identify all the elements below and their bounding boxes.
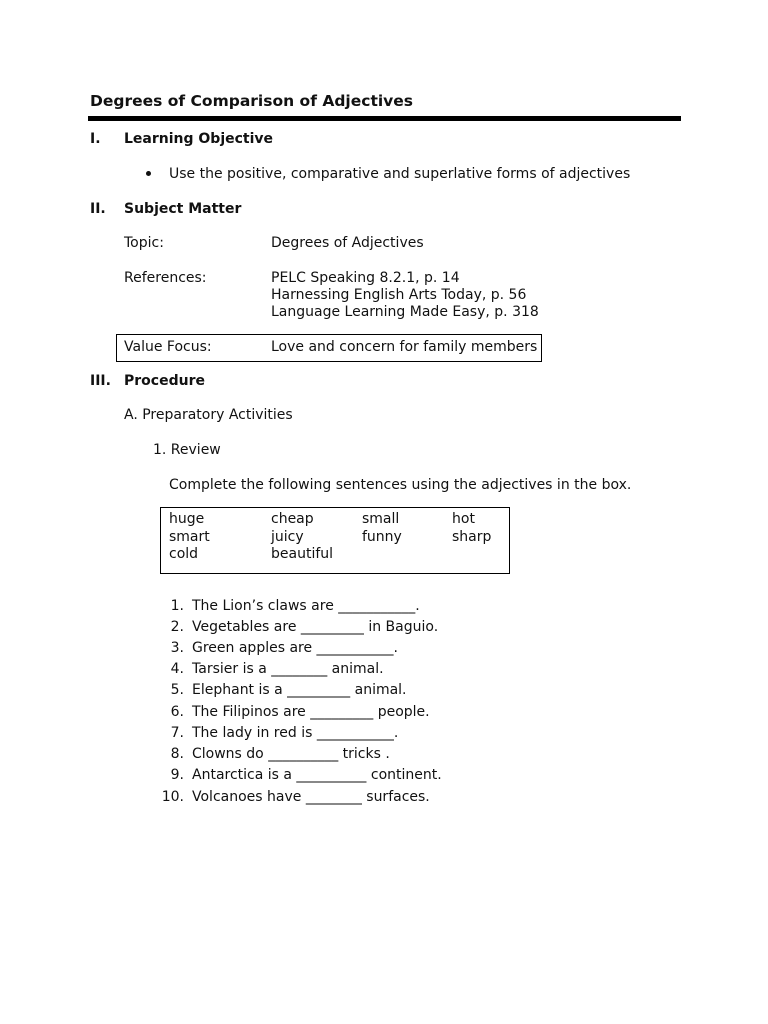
item-number: 4. <box>170 661 184 677</box>
word-item: huge <box>169 511 205 527</box>
reference-item: PELC Speaking 8.2.1, p. 14 <box>271 270 460 286</box>
subsection-review: 1. Review <box>153 442 221 458</box>
word-item: hot <box>452 511 475 527</box>
reference-item: Language Learning Made Easy, p. 318 <box>271 304 539 320</box>
topic-value: Degrees of Adjectives <box>271 235 424 251</box>
item-number: 5. <box>170 682 184 698</box>
word-item: funny <box>362 529 402 545</box>
value-focus-label: Value Focus: <box>124 339 212 355</box>
section-1-title: Learning Objective <box>124 131 274 147</box>
item-number: 3. <box>170 640 184 656</box>
topic-label: Topic: <box>124 235 164 251</box>
word-item: sharp <box>452 529 492 545</box>
word-item: juicy <box>271 529 304 545</box>
item-text: Elephant is a _________ animal. <box>192 682 407 698</box>
page-title: Degrees of Comparison of Adjectives <box>90 92 414 110</box>
item-text: The Lion’s claws are ___________. <box>192 598 420 614</box>
item-text: Vegetables are _________ in Baguio. <box>192 619 439 635</box>
item-text: Green apples are ___________. <box>192 640 398 656</box>
item-text: The lady in red is ___________. <box>192 725 399 741</box>
section-3-title: Procedure <box>124 373 205 389</box>
title-rule <box>88 116 681 121</box>
word-item: cheap <box>271 511 314 527</box>
subsection-a: A. Preparatory Activities <box>124 407 293 423</box>
bullet-dot <box>146 171 151 176</box>
instruction-text: Complete the following sentences using the adjectives in the box. <box>169 477 632 493</box>
word-item: cold <box>169 546 199 562</box>
reference-item: Harnessing English Arts Today, p. 56 <box>271 287 527 303</box>
section-2-number: II. <box>90 201 106 217</box>
section-3-number: III. <box>90 373 111 389</box>
item-number: 1. <box>170 598 184 614</box>
item-text: Clowns do __________ tricks . <box>192 746 390 762</box>
item-text: Antarctica is a __________ continent. <box>192 767 442 783</box>
value-focus-value: Love and concern for family members <box>271 339 538 355</box>
item-number: 2. <box>170 619 184 635</box>
item-number: 9. <box>170 767 184 783</box>
item-text: The Filipinos are _________ people. <box>192 704 430 720</box>
references-label: References: <box>124 270 207 286</box>
word-item: beautiful <box>271 546 334 562</box>
item-number: 10. <box>161 789 184 805</box>
objective-text: Use the positive, comparative and superlative forms of adjectives <box>169 166 631 182</box>
item-number: 7. <box>170 725 184 741</box>
section-1-number: I. <box>90 131 101 147</box>
item-text: Tarsier is a ________ animal. <box>192 661 384 677</box>
section-2-title: Subject Matter <box>124 201 242 217</box>
item-number: 6. <box>170 704 184 720</box>
word-item: smart <box>169 529 210 545</box>
item-text: Volcanoes have ________ surfaces. <box>192 789 430 805</box>
word-item: small <box>362 511 400 527</box>
item-number: 8. <box>170 746 184 762</box>
